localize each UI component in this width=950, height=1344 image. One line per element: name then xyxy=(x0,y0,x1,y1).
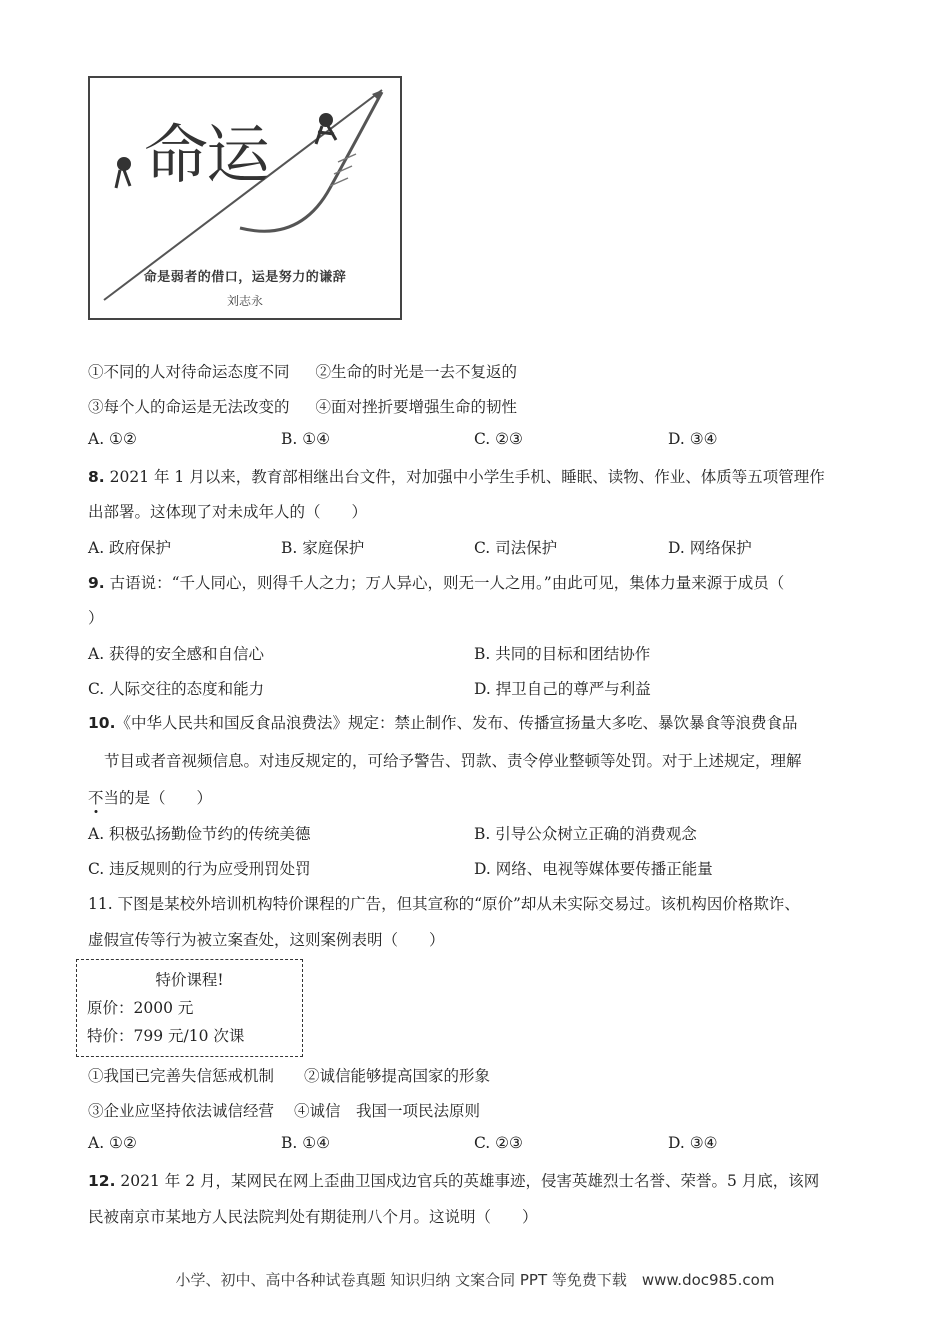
q8-number: 8. xyxy=(88,468,105,486)
ad-title: 特价课程! xyxy=(155,971,224,989)
q7-statement-3: ③每个人的命运是无法改变的 xyxy=(88,398,290,416)
q11-statement-4: ④诚信 我国一项民法原则 xyxy=(294,1102,481,1120)
q11-stem-line1: 11. 下图是某校外培训机构特价课程的广告，但其宣称的“原价”却从未实际交易过。该机构因价格欺诈、 xyxy=(88,895,800,913)
q7-option-d[interactable]: D. ③④ xyxy=(668,430,718,448)
q8-stem-line1: 8. 2021 年 1 月以来，教育部相继出台文件，对加强中小学生手机、睡眠、读物、作业、体质等五项管理作 xyxy=(88,468,825,486)
figure-author: 刘志永 xyxy=(226,294,263,308)
q11-statements-row2 xyxy=(88,1099,480,1121)
q9-option-b[interactable]: B. 共同的目标和团结协作 xyxy=(474,645,651,663)
q9-option-d[interactable]: D. 捍卫自己的尊严与利益 xyxy=(474,680,651,698)
fate-illustration xyxy=(88,76,402,320)
q11-stem-line2: 虚假宣传等行为被立案查处，这则案例表明（ ） xyxy=(88,931,445,949)
q10-option-a[interactable]: A. 积极弘扬勤俭节约的传统美德 xyxy=(88,825,311,843)
q11-option-d[interactable]: D. ③④ xyxy=(668,1134,718,1152)
q10-stem-line3: 不当的是（ ） xyxy=(88,789,213,807)
q7-statements-row2 xyxy=(88,395,517,417)
q8-stem-line2: 出部署。这体现了对未成年人的（ ） xyxy=(88,503,368,521)
q7-statement-1: ①不同的人对待命运态度不同 xyxy=(88,363,290,381)
q7-statements-row1 xyxy=(88,360,517,382)
q7-option-b[interactable]: B. ①④ xyxy=(281,430,331,448)
q8-option-a[interactable]: A. 政府保护 xyxy=(88,539,172,557)
q11-statement-1: ①我国已完善失信惩戒机制 xyxy=(88,1067,275,1085)
q10-number: 10. xyxy=(88,714,116,732)
q7-statement-4: ④面对挫折要增强生命的韧性 xyxy=(315,398,518,416)
q9-stem-line2: ） xyxy=(88,609,104,627)
q12-stem-line2: 民被南京市某地方人民法院判处有期徒刑八个月。这说明（ ） xyxy=(88,1208,538,1226)
q12-number: 12. xyxy=(88,1172,116,1190)
q7-option-a[interactable]: A. ①② xyxy=(88,430,137,448)
q9-option-c[interactable]: C. 人际交往的态度和能力 xyxy=(88,680,265,698)
q8-option-d[interactable]: D. 网络保护 xyxy=(668,539,752,557)
q11-statement-2: ②诚信能够提高国家的形象 xyxy=(304,1067,491,1085)
q11-statements-row1 xyxy=(88,1064,490,1086)
q11-option-b[interactable]: B. ①④ xyxy=(281,1134,331,1152)
q9-option-a[interactable]: A. 获得的安全感和自信心 xyxy=(88,645,265,663)
emphasis-mark: 不 xyxy=(88,789,104,807)
figure-quote: 命是弱者的借口，运是努力的谦辞 xyxy=(143,270,347,285)
q10-option-c[interactable]: C. 违反规则的行为应受刑罚处罚 xyxy=(88,860,311,878)
q10-stem-line2: 节目或者音视频信息。对违反规定的，可给予警告、罚款、责令停业整顿等处罚。对于上述规定，理解 xyxy=(104,752,802,770)
q11-option-c[interactable]: C. ②③ xyxy=(474,1134,523,1152)
ad-special-price: 特价：799 元/10 次课 xyxy=(87,1027,245,1045)
q12-stem-line1: 12. 2021 年 2 月，某网民在网上歪曲卫国戍边官兵的英雄事迹，侵害英雄烈士名誉、荣誉。5 月底，该网 xyxy=(88,1172,820,1190)
q10-option-b[interactable]: B. 引导公众树立正确的消费观念 xyxy=(474,825,697,843)
q9-stem-line1: 9. 古语说：“千人同心，则得千人之力；万人异心，则无一人之用。”由此可见，集体力量来源于成员（ xyxy=(88,574,785,592)
q10-option-d[interactable]: D. 网络、电视等媒体要传播正能量 xyxy=(474,860,713,878)
q7-statement-2: ②生命的时光是一去不复返的 xyxy=(315,363,518,381)
course-advertisement xyxy=(76,959,303,1057)
q8-option-c[interactable]: C. 司法保护 xyxy=(474,539,558,557)
q11-option-a[interactable]: A. ①② xyxy=(88,1134,137,1152)
page-footer: 小学、初中、高中各种试卷真题 知识归纳 文案合同 PPT 等免费下载 www.doc985.com xyxy=(175,1271,775,1289)
q11-statement-3: ③企业应坚持依法诚信经营 xyxy=(88,1102,275,1120)
q10-stem-line1: 10.《中华人民共和国反食品浪费法》规定：禁止制作、发布、传播宣扬量大多吃、暴饮暴食等浪费食品 xyxy=(88,714,798,732)
fate-characters: 命运 xyxy=(144,119,268,193)
q8-option-b[interactable]: B. 家庭保护 xyxy=(281,539,365,557)
q7-option-c[interactable]: C. ②③ xyxy=(474,430,523,448)
ad-original-price: 原价：2000 元 xyxy=(87,999,194,1017)
q9-number: 9. xyxy=(88,574,105,592)
